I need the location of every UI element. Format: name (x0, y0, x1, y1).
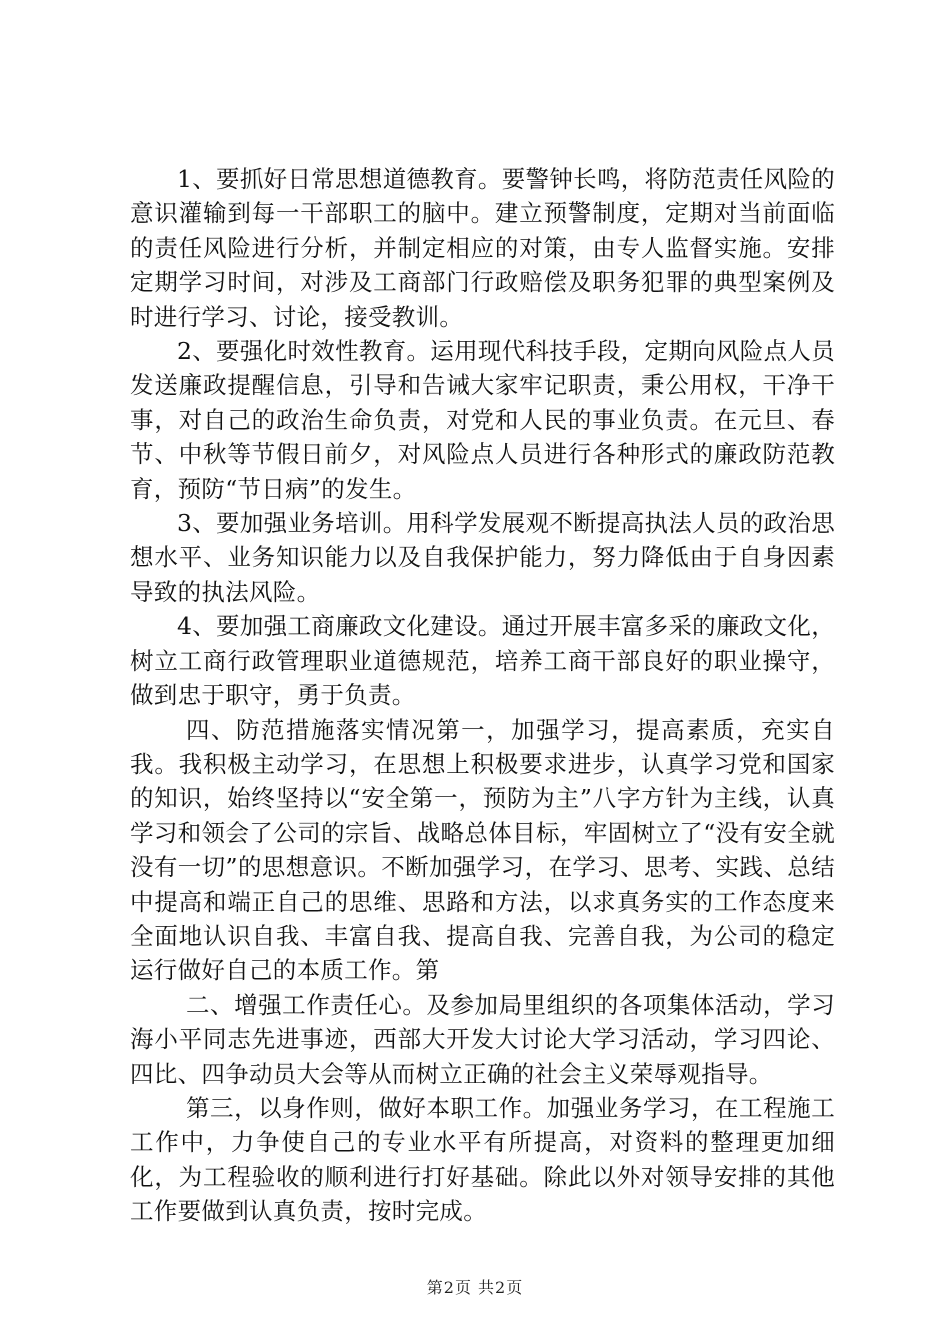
paragraph-5: 四、防范措施落实情况第一，加强学习，提高素质，充实自我。我积极主动学习，在思想上积极要求进步，认真学习党和国家的知识，始终坚持以“安全第一，预防为主”八字方针为主线，认真学习和领会了公司的宗旨、战略总体目标，牢固树立了“没有安全就没有一切”的思想意识。不断加强学习，在学习、思考、实践、总结中提高和端正自己的思维、思路和方法，以求真务实的工作态度来全面地认识自我、丰富自我、提高自我、完善自我，为公司的稳定运行做好自己的本质工作。第 (130, 715, 835, 985)
paragraph-7: 第三，以身作则，做好本职工作。加强业务学习，在工程施工工作中，力争使自己的专业水平有所提高，对资料的整理更加细化，为工程验收的顺利进行打好基础。除此以外对领导安排的其他工作要做到认真负责，按时完成。 (130, 1093, 835, 1226)
paragraph-1: 1、要抓好日常思想道德教育。要警钟长鸣，将防范责任风险的意识灌输到每一干部职工的脑中。建立预警制度，定期对当前面临的责任风险进行分析，并制定相应的对策，由专人监督实施。安排定期学习时间，对涉及工商部门行政赔偿及职务犯罪的典型案例及时进行学习、讨论，接受教训。 (130, 165, 835, 331)
paragraph-4: 4、要加强工商廉政文化建设。通过开展丰富多采的廉政文化，树立工商行政管理职业道德规范，培养工商干部良好的职业操守，做到忠于职守，勇于负责。 (130, 612, 835, 710)
paragraph-6: 二、增强工作责任心。及参加局里组织的各项集体活动，学习海小平同志先进事迹，西部大开发大讨论大学习活动，学习四论、四比、四争动员大会等从而树立正确的社会主义荣辱观指导。 (130, 990, 835, 1088)
page-number-footer: 第2页 共2页 (426, 1278, 524, 1297)
paragraph-2: 2、要强化时效性教育。运用现代科技手段，定期向风险点人员发送廉政提醒信息，引导和告诫大家牢记职责，秉公用权，干净干事，对自己的政治生命负责，对党和人民的事业负责。在元旦、春节、中秋等节假日前夕，对风险点人员进行各种形式的廉政防范教育，预防“节日病”的发生。 (130, 337, 835, 503)
document-body (130, 162, 835, 1229)
paragraph-3: 3、要加强业务培训。用科学发展观不断提高执法人员的政治思想水平、业务知识能力以及自我保护能力，努力降低由于自身因素导致的执法风险。 (130, 509, 835, 606)
